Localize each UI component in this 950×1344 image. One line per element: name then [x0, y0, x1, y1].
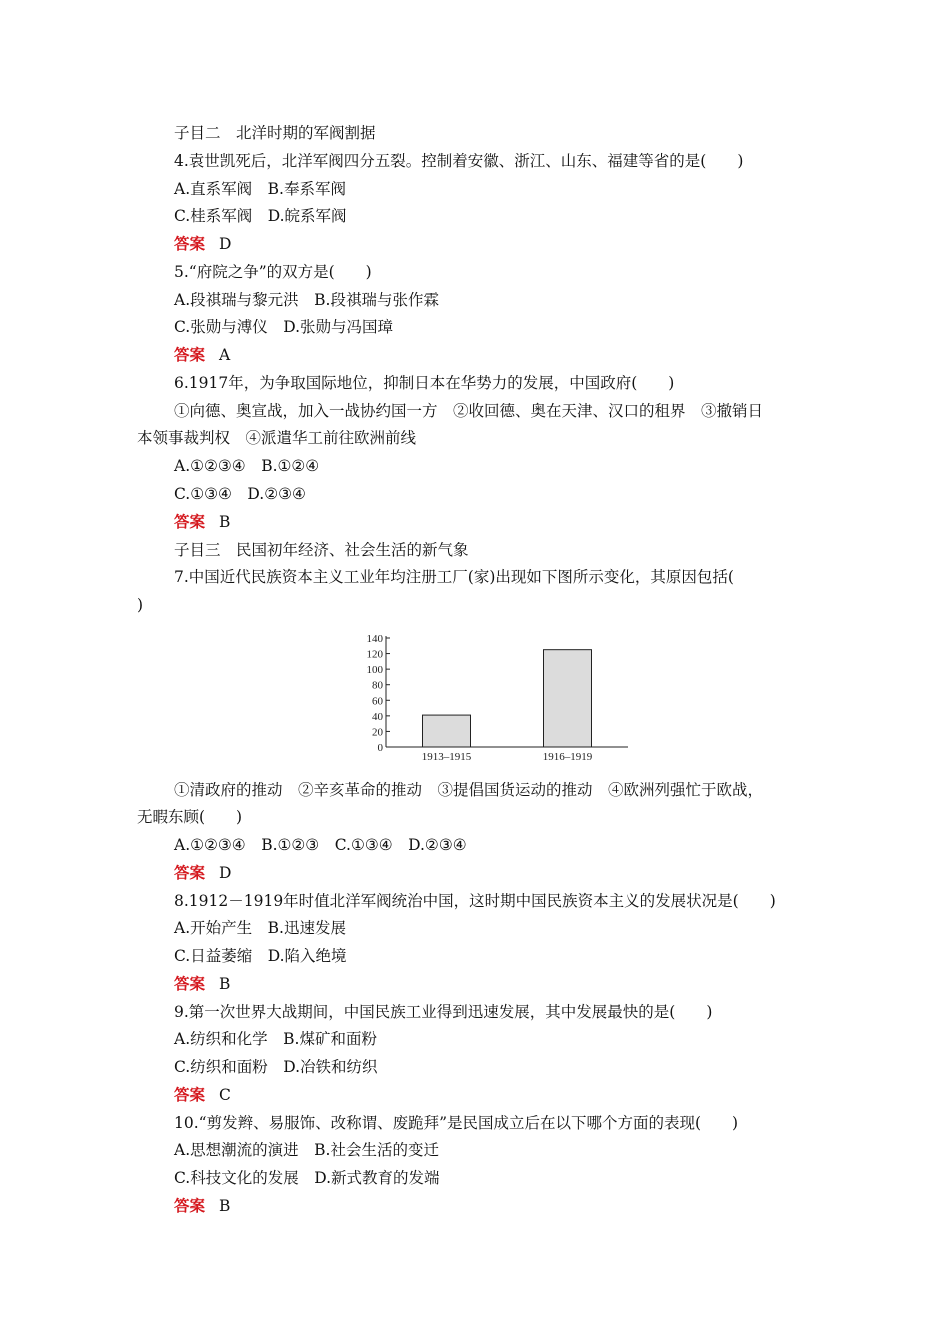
x-tick-label: 1916–1919 [542, 751, 593, 763]
question-8-options-cd: C.日益萎缩 D.陷入绝境 [174, 947, 347, 965]
bar [423, 715, 471, 747]
bar [544, 650, 592, 747]
answer-label: 答案 [174, 1086, 206, 1104]
y-tick-label: 80 [372, 679, 383, 692]
answer-label: 答案 [174, 346, 206, 364]
question-8-stem: 8.1912－1919年时值北洋军阀统治中国，这时期中国民族资本主义的发展状况是( ) [174, 892, 776, 910]
question-7-items-line2: 无暇东顾( ) [137, 808, 243, 826]
y-tick-label: 0 [377, 742, 383, 754]
answer-label: 答案 [174, 975, 206, 993]
question-6-options-cd: C.①③④ D.②③④ [174, 485, 306, 503]
y-tick-label: 40 [372, 710, 383, 723]
question-8-answer [174, 974, 230, 994]
question-4-options-ab: A.直系军阀 B.奉系军阀 [174, 180, 346, 198]
question-10-options-cd: C.科技文化的发展 D.新式教育的发端 [174, 1169, 440, 1187]
section-heading-2: 子目二 北洋时期的军阀割据 [174, 124, 376, 142]
chart-bars [423, 650, 592, 747]
question-6-items-line1: ①向德、奥宣战，加入一战协约国一方 ②收回德、奥在天津、汉口的租界 ③撤销日 [174, 402, 764, 420]
question-6-options-ab: A.①②③④ B.①②④ [174, 457, 320, 475]
y-tick-label: 100 [366, 664, 383, 677]
question-7-options: A.①②③④ B.①②③ C.①③④ D.②③④ [174, 836, 467, 854]
question-6-answer [174, 512, 230, 532]
answer-value: B [219, 1197, 231, 1215]
question-9-answer [174, 1085, 231, 1105]
question-7-items-line1: ①清政府的推动 ②辛亥革命的推动 ③提倡国货运动的推动 ④欧洲列强忙于欧战， [174, 781, 764, 799]
question-9-stem: 9.第一次世界大战期间，中国民族工业得到迅速发展，其中发展最快的是( ) [174, 1003, 713, 1021]
answer-value: A [219, 346, 231, 364]
question-4-options-cd: C.桂系军阀 D.皖系军阀 [174, 207, 347, 225]
question-7-stem-line2: ) [137, 596, 144, 614]
y-tick-label: 120 [366, 648, 383, 661]
answer-value: B [219, 513, 231, 531]
answer-label: 答案 [174, 235, 206, 253]
question-4-stem: 4.袁世凯死后，北洋军阀四分五裂。控制着安徽、浙江、山东、福建等省的是( ) [174, 152, 744, 170]
answer-label: 答案 [174, 513, 206, 531]
x-tick-label: 1913–1915 [421, 751, 472, 763]
question-9-options-cd: C.纺织和面粉 D.冶铁和纺织 [174, 1058, 378, 1076]
question-10-answer [174, 1196, 230, 1216]
question-8-options-ab: A.开始产生 B.迅速发展 [174, 919, 346, 937]
question-5-answer [174, 345, 230, 365]
question-4-answer [174, 234, 231, 254]
question-6-items-line2: 本领事裁判权 ④派遣华工前往欧洲前线 [137, 429, 417, 447]
question-7-answer [174, 863, 231, 883]
y-tick-label: 140 [366, 633, 383, 645]
question-5-options-cd: C.张勋与溥仪 D.张勋与冯国璋 [174, 318, 394, 336]
question-6-stem: 6.1917年，为争取国际地位，抑制日本在华势力的发展，中国政府( ) [174, 374, 675, 392]
question-10-stem: 10.“剪发辫、易服饰、改称谓、废跪拜”是民国成立后在以下哪个方面的表现( ) [174, 1114, 739, 1132]
y-tick-label: 20 [372, 726, 383, 739]
section-heading-3: 子目三 民国初年经济、社会生活的新气象 [174, 541, 469, 559]
answer-label: 答案 [174, 864, 206, 882]
answer-label: 答案 [174, 1197, 206, 1215]
answer-value: D [219, 235, 232, 253]
question-10-options-ab: A.思想潮流的演进 B.社会生活的变迁 [174, 1141, 439, 1159]
answer-value: B [219, 975, 231, 993]
question-7-stem-line1: 7.中国近代民族资本主义工业年均注册工厂(家)出现如下图所示变化，其原因包括( [174, 568, 734, 586]
question-5-options-ab: A.段祺瑞与黎元洪 B.段祺瑞与张作霖 [174, 291, 439, 309]
answer-value: C [219, 1086, 231, 1104]
bar-chart [350, 628, 640, 768]
question-5-stem: 5.“府院之争”的双方是( ) [174, 263, 372, 281]
question-9-options-ab: A.纺织和化学 B.煤矿和面粉 [174, 1030, 377, 1048]
answer-value: D [219, 864, 232, 882]
y-tick-label: 60 [372, 695, 383, 708]
